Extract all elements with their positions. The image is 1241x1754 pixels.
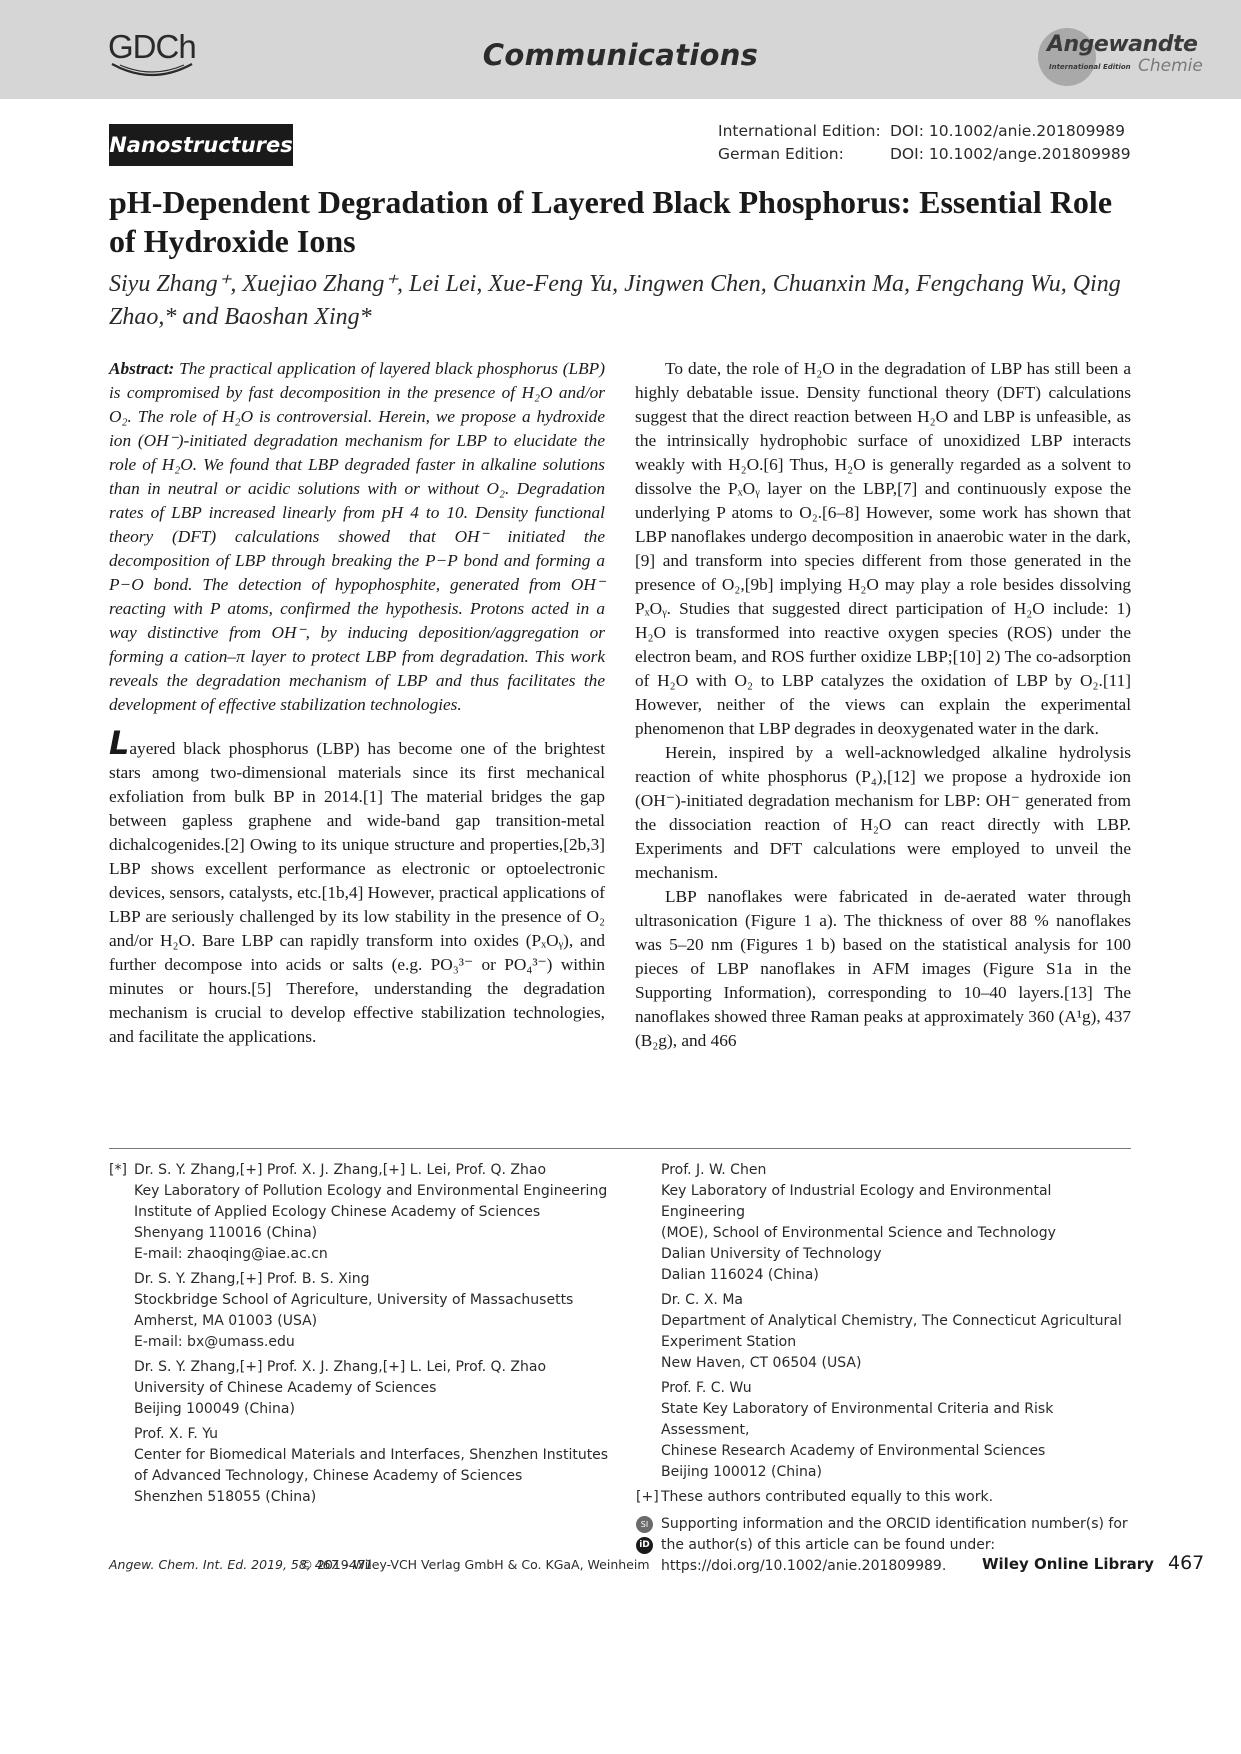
doi-intl-value[interactable]: DOI: 10.1002/anie.201809989 bbox=[890, 122, 1126, 140]
affiliation-line: Shenyang 110016 (China) bbox=[134, 1225, 318, 1241]
affiliation-line: University of Chinese Academy of Sciences bbox=[134, 1380, 437, 1396]
affiliation-entry bbox=[636, 1290, 1136, 1374]
affiliation-line: Dalian 116024 (China) bbox=[661, 1267, 819, 1283]
affiliation-line: Key Laboratory of Pollution Ecology and Environmental Engineering bbox=[134, 1183, 608, 1199]
abstract-label: Abstract: bbox=[109, 359, 175, 378]
affiliation-entry bbox=[636, 1378, 1136, 1483]
affiliation-line: Shenzhen 518055 (China) bbox=[134, 1489, 317, 1505]
affiliation-line: Experiment Station bbox=[661, 1334, 797, 1350]
affiliation-line: Institute of Applied Ecology Chinese Academy of Sciences bbox=[134, 1204, 541, 1220]
body-paragraph-1: To date, the role of H₂O in the degradation of LBP has still been a highly debatable issue. Density functional theory (DFT) calculations suggest that the direct reaction between H₂O and LBP is unfeasible, as the intrinsically hydrophobic surface of unoxidized LBP interacts weakly with H₂O.[6] Thus, H₂O is generally regarded as a solvent to dissolve the PₓOᵧ layer on the LBP,[7] and continuously expose the underlying P atoms to O₂.[6–8] However, some work has shown that LBP nanoflakes undergo decomposition in anaerobic water in the dark,[9] and transform into species different from those generated in the presence of O₂,[9b] implying H₂O may play a role besides dissolving PₓOᵧ. Studies that suggested direct participation of H₂O include: 1) H₂O is transformed into reactive oxygen species (ROS) under the electron beam, and ROS further oxidize LBP;[10] 2) The co-adsorption of H₂O with O₂ to LBP catalyzes the oxidation of LBP by O₂.[11] However, neither of the views can explain the experimental phenomenon that LBP degrades in deoxygenated water in the dark. bbox=[635, 359, 1131, 738]
journal-logo-sub: Chemie bbox=[1138, 56, 1203, 76]
abstract bbox=[109, 357, 605, 717]
category-badge: Nanostructures bbox=[109, 124, 293, 166]
equal-contribution-marker: [+] bbox=[636, 1489, 659, 1505]
equal-contribution-text: These authors contributed equally to this work. bbox=[661, 1489, 994, 1505]
author-list: Siyu Zhang⁺, Xuejiao Zhang⁺, Lei Lei, Xue-Feng Yu, Jingwen Chen, Chuanxin Ma, Fengchang Wu, Qing Zhao,* and Baoshan Xing* bbox=[109, 271, 1121, 330]
doi-intl-row bbox=[718, 120, 1131, 143]
abstract-text: The practical application of layered black phosphorus (LBP) is compromised by fast decomposition in the presence of H₂O and/or O₂. The role of H₂O is controversial. Herein, we propose a hydroxide ion (OH⁻)-initiated degradation mechanism for LBP to elucidate the role of H₂O. We found that LBP degraded faster in alkaline solutions than in neutral or acidic solutions with or without O₂. Degradation rates of LBP increased linearly from pH 4 to 10. Density functional theory (DFT) calculations showed that OH⁻ initiated the decomposition of LBP through breaking the P−P bond and forming a P−O bond. The detection of hypophosphite, generated from OH⁻ reacting with P atoms, confirmed the hypothesis. Protons acted in a way distinctive from OH⁻, by inducing deposition/aggregation or forming a cation–π layer to protect LBP from degradation. This work reveals the degradation mechanism of LBP and thus facilitates the development of effective stabilization technologies. bbox=[109, 359, 605, 714]
affiliation-line: Center for Biomedical Materials and Interfaces, Shenzhen Institutes bbox=[134, 1447, 609, 1463]
affiliation-entry bbox=[109, 1160, 609, 1265]
affiliation-email[interactable]: E-mail: bx@umass.edu bbox=[134, 1334, 295, 1350]
affiliation-line: Key Laboratory of Industrial Ecology and Environmental Engineering bbox=[661, 1183, 1052, 1220]
affiliation-line: State Key Laboratory of Environmental Criteria and Risk Assessment, bbox=[661, 1401, 1054, 1438]
affiliation-name: Dr. S. Y. Zhang,[+] Prof. B. S. Xing bbox=[134, 1271, 370, 1287]
equal-contribution-note bbox=[636, 1487, 1136, 1508]
supporting-info-icon[interactable]: SI bbox=[636, 1516, 653, 1533]
doi-german-row bbox=[718, 143, 1131, 166]
corresponding-marker: [*] bbox=[109, 1162, 127, 1178]
left-column bbox=[109, 357, 605, 1049]
intro-paragraph bbox=[109, 724, 605, 1049]
affiliation-name: Dr. S. Y. Zhang,[+] Prof. X. J. Zhang,[+] L. Lei, Prof. Q. Zhao bbox=[134, 1359, 547, 1375]
dropcap: L bbox=[109, 724, 130, 762]
affiliation-line: Department of Analytical Chemistry, The Connecticut Agricultural bbox=[661, 1313, 1122, 1329]
affiliation-line: Dalian University of Technology bbox=[661, 1246, 882, 1262]
affiliation-entry bbox=[109, 1357, 609, 1420]
page-number: 467 bbox=[1168, 1552, 1205, 1574]
doi-block bbox=[718, 120, 1131, 166]
affiliation-name: Dr. C. X. Ma bbox=[661, 1292, 743, 1308]
footnote-divider bbox=[109, 1148, 1131, 1149]
article-title: pH-Dependent Degradation of Layered Black Phosphorus: Essential Role of Hydroxide Ions bbox=[109, 184, 1113, 259]
affiliations-right bbox=[636, 1160, 1136, 1577]
affiliation-entry bbox=[109, 1269, 609, 1353]
affiliation-line: (MOE), School of Environmental Science and Technology bbox=[661, 1225, 1056, 1241]
affiliation-entry bbox=[636, 1160, 1136, 1286]
journal-logo bbox=[1038, 26, 1208, 86]
section-title: Communications bbox=[482, 38, 759, 72]
affiliation-line: New Haven, CT 06504 (USA) bbox=[661, 1355, 862, 1371]
doi-german-label: German Edition: bbox=[718, 145, 844, 163]
footer-citation: Angew. Chem. Int. Ed. 2019, 58, 467 –471 bbox=[109, 1557, 373, 1572]
affiliation-name: Prof. X. F. Yu bbox=[134, 1426, 219, 1442]
doi-german-value[interactable]: DOI: 10.1002/ange.201809989 bbox=[890, 145, 1131, 163]
affiliation-name: Prof. J. W. Chen bbox=[661, 1162, 767, 1178]
footer-wiley-online-library[interactable]: Wiley Online Library bbox=[982, 1555, 1154, 1573]
footer-copyright: © 2019 Wiley-VCH Verlag GmbH & Co. KGaA, Weinheim bbox=[300, 1557, 650, 1572]
affiliation-line: of Advanced Technology, Chinese Academy of Sciences bbox=[134, 1468, 523, 1484]
affiliation-name: Dr. S. Y. Zhang,[+] Prof. X. J. Zhang,[+] L. Lei, Prof. Q. Zhao bbox=[134, 1162, 547, 1178]
affiliation-line: Beijing 100012 (China) bbox=[661, 1464, 822, 1480]
supporting-info-text[interactable]: Supporting information and the ORCID identification number(s) for the author(s) of this article can be found under: https://doi.org/10.1002/anie.201809989. bbox=[661, 1516, 1128, 1574]
journal-logo-name: Angewandte bbox=[1047, 32, 1198, 57]
right-column bbox=[635, 357, 1131, 1053]
affiliation-line: Amherst, MA 01003 (USA) bbox=[134, 1313, 318, 1329]
affiliation-line: Chinese Research Academy of Environmental Sciences bbox=[661, 1443, 1046, 1459]
affiliation-entry bbox=[109, 1424, 609, 1508]
body-paragraph-3: LBP nanoflakes were fabricated in de-aerated water through ultrasonication (Figure 1 a). The thickness of over 88 % nanoflakes was 5–20 nm (Figures 1 b) based on the statistical analysis for 100 pieces of LBP nanoflakes in AFM images (Figure S1a in the Supporting Information), corresponding to 10–40 layers.[13] The nanoflakes showed three Raman peaks at approximately 360 (A¹g), 437 (B₂g), and 466 bbox=[635, 887, 1131, 1050]
intro-text: ayered black phosphorus (LBP) has become one of the brightest stars among two-dimensional materials since its first mechanical exfoliation from bulk BP in 2014.[1] The material bridges the gap between gapless graphene and wide-band gap transition-metal dichalcogenides.[2] Owing to its unique structure and properties,[2b,3] LBP shows excellent performance as electronic or optoelectronic devices, sensors, catalysts, etc.[1b,4] However, practical applications of LBP are seriously challenged by its low stability in the presence of O₂ and/or H₂O. Bare LBP can rapidly transform into oxides (PₓOᵧ), and further decompose into acids or salts (e.g. PO₃³⁻ or PO₄³⁻) within minutes or hours.[5] Therefore, understanding the degradation mechanism is crucial to develop effective stabilization technologies, and facilitate the applications. bbox=[109, 739, 605, 1046]
affiliation-line: Beijing 100049 (China) bbox=[134, 1401, 295, 1417]
affiliation-name: Prof. F. C. Wu bbox=[661, 1380, 752, 1396]
affiliation-email[interactable]: E-mail: zhaoqing@iae.ac.cn bbox=[134, 1246, 328, 1262]
affiliation-line: Stockbridge School of Agriculture, University of Massachusetts bbox=[134, 1292, 574, 1308]
journal-logo-edition: International Edition bbox=[1049, 63, 1131, 71]
doi-intl-label: International Edition: bbox=[718, 122, 881, 140]
si-icons bbox=[636, 1516, 654, 1554]
gdch-logo-text: GDCh bbox=[108, 28, 196, 65]
affiliations-left bbox=[109, 1160, 609, 1512]
orcid-icon[interactable]: iD bbox=[636, 1537, 653, 1554]
body-paragraph-2: Herein, inspired by a well-acknowledged alkaline hydrolysis reaction of white phosphorus (P₄),[12] we propose a hydroxide ion (OH⁻)-initiated degradation mechanism for LBP: OH⁻ generated from the dissociation reaction of H₂O can react directly with LBP. Experiments and DFT calculations were employed to unveil the mechanism. bbox=[635, 743, 1131, 882]
